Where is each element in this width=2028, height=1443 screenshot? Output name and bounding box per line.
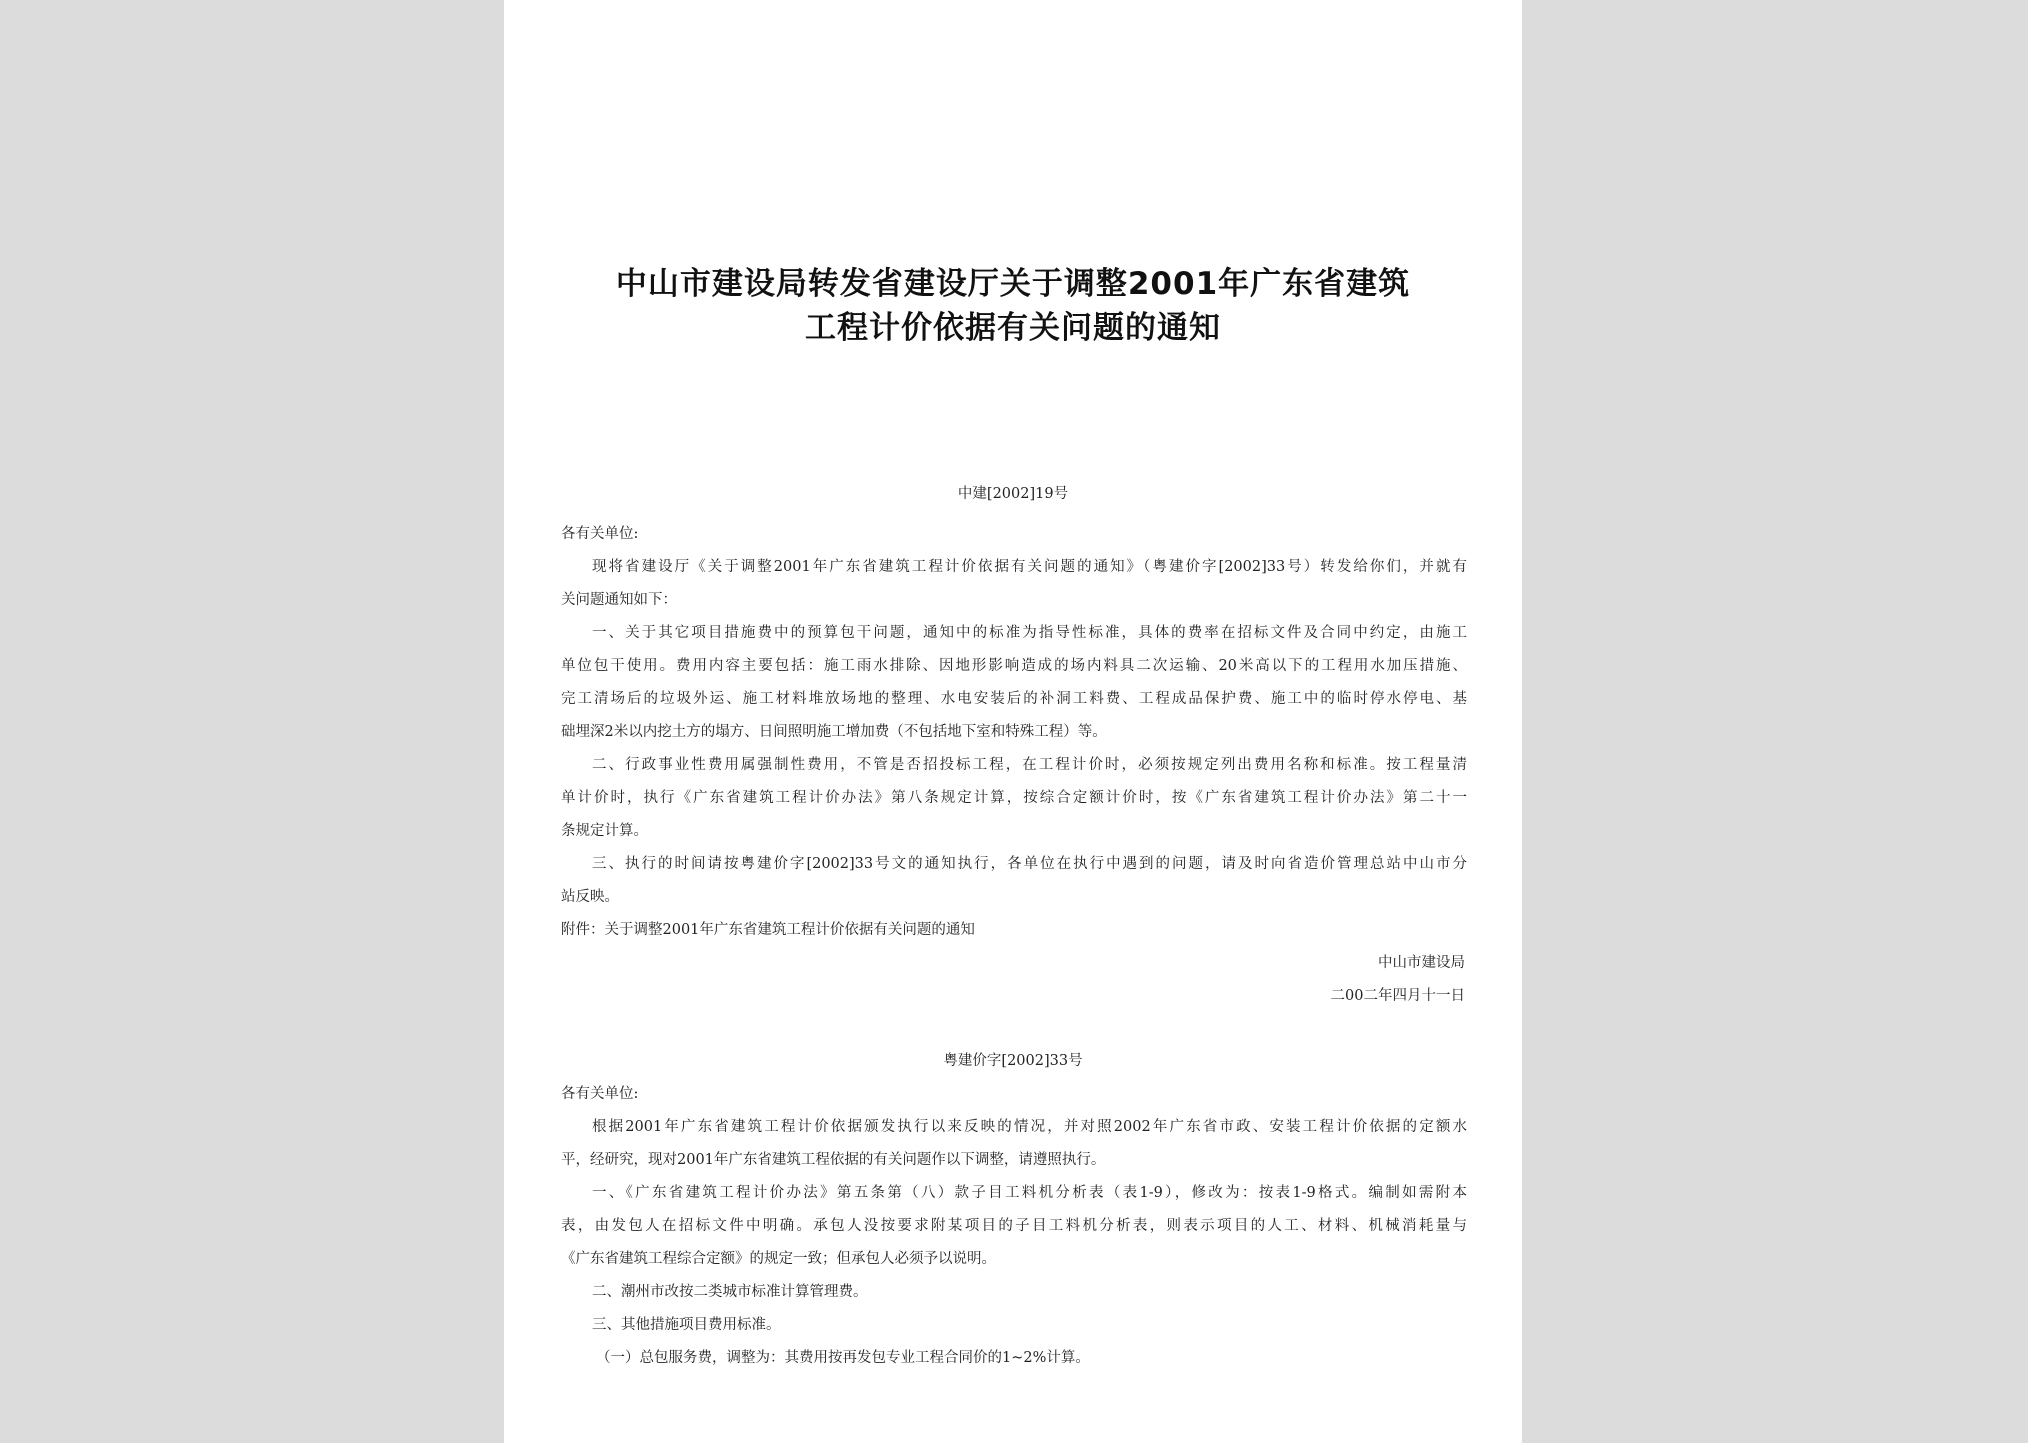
doc1-salutation: 各有关单位: [561, 526, 639, 542]
doc2-item3: 三、其他措施项目费用标准。 [592, 1317, 781, 1333]
title-line-2: 工程计价依据有关问题的通知 [805, 310, 1221, 346]
document-title [504, 262, 1522, 350]
doc2-number: 粤建价字[2002]33号 [943, 1053, 1083, 1069]
doc1-item1-line: 完工清场后的垃圾外运、施工材料堆放场地的整理、水电安装后的补洞工料费、工程成品保护费、施工中的临时停水停电、基 [561, 691, 1467, 707]
doc1-item1-line: 础埋深2米以内挖土方的塌方、日间照明施工增加费（不包括地下室和特殊工程）等。 [561, 724, 1107, 740]
doc2-item2: 二、潮州市改按二类城市标准计算管理费。 [592, 1284, 868, 1300]
doc2-item1-line: 一、《广东省建筑工程计价办法》第五条第（八）款子目工料机分析表（表1-9），修改为：按表1-9格式。编制如需附本 [592, 1185, 1467, 1201]
doc1-item3-line: 三、执行的时间请按粤建价字[2002]33号文的通知执行，各单位在执行中遇到的问题，请及时向省造价管理总站中山市分 [592, 856, 1467, 872]
doc1-attachment: 附件：关于调整2001年广东省建筑工程计价依据有关问题的通知 [561, 922, 975, 938]
doc1-item2-line: 单计价时，执行《广东省建筑工程计价办法》第八条规定计算，按综合定额计价时，按《广东省建筑工程计价办法》第二十一 [561, 790, 1467, 806]
doc2-item1-line: 《广东省建筑工程综合定额》的规定一致；但承包人必须予以说明。 [561, 1251, 996, 1267]
doc1-intro-line: 关问题通知如下： [561, 592, 677, 608]
title-line-1: 中山市建设局转发省建设厅关于调整2001年广东省建筑 [615, 266, 1411, 302]
doc2-intro-line: 根据2001年广东省建筑工程计价依据颁发执行以来反映的情况，并对照2002年广东省市政、安装工程计价依据的定额水 [592, 1119, 1467, 1135]
doc2-intro-line: 平，经研究，现对2001年广东省建筑工程依据的有关问题作以下调整，请遵照执行。 [561, 1152, 1106, 1168]
doc1-item3-line: 站反映。 [561, 889, 619, 905]
doc2-item3-sub1: （一）总包服务费，调整为：其费用按再发包专业工程合同价的1~2%计算。 [596, 1350, 1090, 1366]
doc1-intro-line: 现将省建设厅《关于调整2001年广东省建筑工程计价依据有关问题的通知》（粤建价字[2002]33号）转发给你们，并就有 [592, 559, 1467, 575]
doc1-item1-line: 单位包干使用。费用内容主要包括：施工雨水排除、因地形影响造成的场内料具二次运输、20米高以下的工程用水加压措施、 [561, 658, 1467, 674]
doc1-number: 中建[2002]19号 [957, 486, 1069, 502]
doc2-item1-line: 表，由发包人在招标文件中明确。承包人没按要求附某项目的子目工料机分析表，则表示项目的人工、材料、机械消耗量与 [561, 1218, 1467, 1234]
doc1-date: 二00二年四月十一日 [1330, 988, 1465, 1004]
doc1-item2-line: 二、行政事业性费用属强制性费用，不管是否招投标工程，在工程计价时，必须按规定列出费用名称和标准。按工程量清 [592, 757, 1467, 773]
doc1-item1-line: 一、关于其它项目措施费中的预算包干问题，通知中的标准为指导性标准，具体的费率在招标文件及合同中约定，由施工 [592, 625, 1467, 641]
doc1-item2-line: 条规定计算。 [561, 823, 648, 839]
document-page [504, 0, 1522, 1443]
doc2-salutation: 各有关单位: [561, 1086, 639, 1102]
doc1-signer: 中山市建设局 [1378, 955, 1465, 971]
